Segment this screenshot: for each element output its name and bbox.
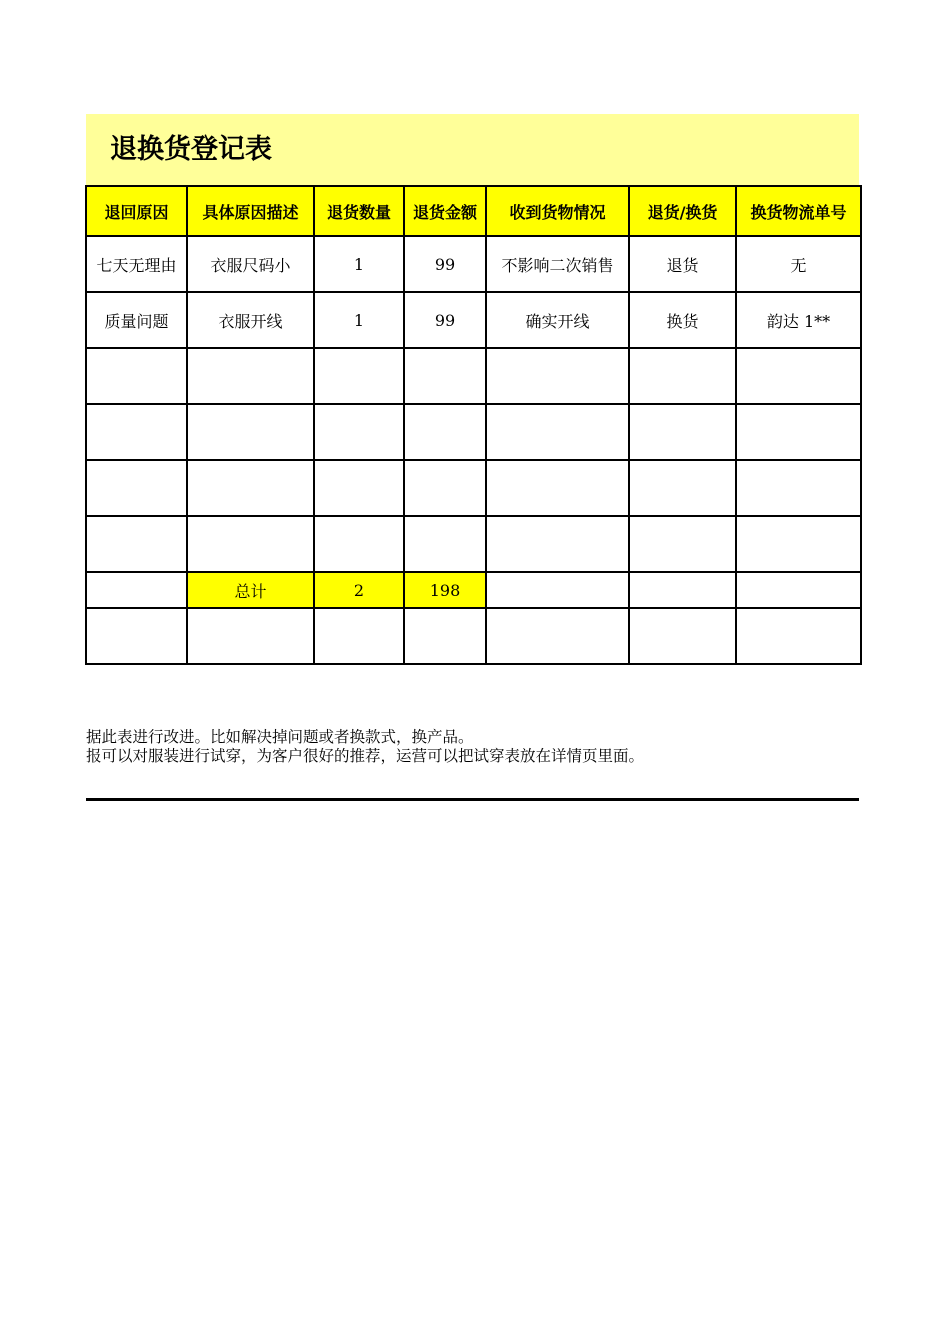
- cell-return-quantity: 1: [314, 236, 404, 292]
- header-row: [86, 186, 861, 236]
- cell-exchange-tracking: [736, 460, 861, 516]
- blank-cell: [629, 608, 736, 664]
- cell-return-quantity: [314, 460, 404, 516]
- title-band: [86, 114, 859, 186]
- return-exchange-table: [85, 185, 862, 665]
- table-row: [86, 460, 861, 516]
- table-row: [86, 608, 861, 664]
- table-row: [86, 516, 861, 572]
- cell-exchange-tracking: 韵达 1**: [736, 292, 861, 348]
- cell-return-reason: [86, 460, 187, 516]
- header-reason-detail: 具体原因描述: [187, 186, 314, 236]
- cell-return-or-exchange: 换货: [629, 292, 736, 348]
- cell-exchange-tracking: 无: [736, 236, 861, 292]
- cell-reason-detail: 衣服开线: [187, 292, 314, 348]
- blank-cell: [486, 608, 629, 664]
- header-return-quantity: 退货数量: [314, 186, 404, 236]
- total-blank-cell: [736, 572, 861, 608]
- cell-exchange-tracking: [736, 516, 861, 572]
- cell-goods-condition: 不影响二次销售: [486, 236, 629, 292]
- divider: [86, 798, 859, 801]
- table-row: [86, 292, 861, 348]
- cell-return-reason: 质量问题: [86, 292, 187, 348]
- total-blank-cell: [486, 572, 629, 608]
- table-row: [86, 236, 861, 292]
- header-exchange-tracking: 换货物流单号: [736, 186, 861, 236]
- header-return-amount: 退货金额: [404, 186, 486, 236]
- cell-return-amount: [404, 348, 486, 404]
- cell-return-reason: [86, 516, 187, 572]
- blank-cell: [187, 608, 314, 664]
- header-return-or-exchange: 退货/换货: [629, 186, 736, 236]
- cell-return-or-exchange: [629, 460, 736, 516]
- cell-return-amount: [404, 516, 486, 572]
- cell-return-quantity: [314, 348, 404, 404]
- total-blank-cell: [86, 572, 187, 608]
- cell-goods-condition: [486, 348, 629, 404]
- header-goods-condition: 收到货物情况: [486, 186, 629, 236]
- cell-return-amount: [404, 404, 486, 460]
- cell-return-amount: 99: [404, 292, 486, 348]
- cell-return-or-exchange: [629, 348, 736, 404]
- cell-return-quantity: 1: [314, 292, 404, 348]
- note-line: 据此表进行改进。比如解决掉问题或者换款式，换产品。: [86, 728, 474, 746]
- cell-return-or-exchange: [629, 516, 736, 572]
- blank-cell: [736, 608, 861, 664]
- cell-return-reason: 七天无理由: [86, 236, 187, 292]
- cell-exchange-tracking: [736, 404, 861, 460]
- notes: [86, 728, 644, 766]
- cell-return-quantity: [314, 516, 404, 572]
- cell-goods-condition: 确实开线: [486, 292, 629, 348]
- cell-return-amount: 99: [404, 236, 486, 292]
- total-quantity: 2: [314, 572, 404, 608]
- cell-return-or-exchange: [629, 404, 736, 460]
- cell-return-or-exchange: 退货: [629, 236, 736, 292]
- cell-return-quantity: [314, 404, 404, 460]
- blank-cell: [314, 608, 404, 664]
- cell-reason-detail: [187, 348, 314, 404]
- cell-exchange-tracking: [736, 348, 861, 404]
- note-line: 报可以对服装进行试穿，为客户很好的推荐，运营可以把试穿表放在详情页里面。: [86, 747, 645, 765]
- total-row: [86, 572, 861, 608]
- cell-return-reason: [86, 404, 187, 460]
- cell-reason-detail: [187, 516, 314, 572]
- blank-cell: [86, 608, 187, 664]
- cell-goods-condition: [486, 516, 629, 572]
- table-row: [86, 404, 861, 460]
- cell-goods-condition: [486, 460, 629, 516]
- cell-reason-detail: [187, 404, 314, 460]
- total-label: 总计: [187, 572, 314, 608]
- header-return-reason: 退回原因: [86, 186, 187, 236]
- cell-return-reason: [86, 348, 187, 404]
- blank-cell: [404, 608, 486, 664]
- cell-reason-detail: 衣服尺码小: [187, 236, 314, 292]
- total-blank-cell: [629, 572, 736, 608]
- cell-reason-detail: [187, 460, 314, 516]
- page-title: 退换货登记表: [110, 134, 272, 165]
- table-row: [86, 348, 861, 404]
- cell-goods-condition: [486, 404, 629, 460]
- total-amount: 198: [404, 572, 486, 608]
- cell-return-amount: [404, 460, 486, 516]
